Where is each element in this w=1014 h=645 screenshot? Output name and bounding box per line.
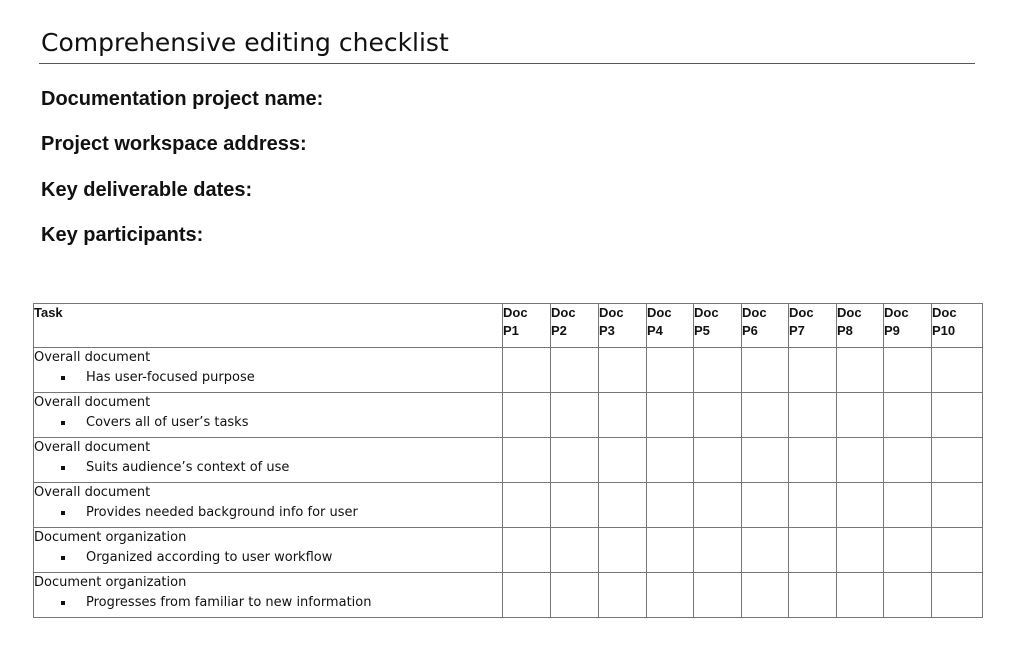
doc-column-header-p3: [599, 304, 647, 348]
project-name-label: Documentation project name:: [41, 88, 324, 110]
doc-header-line2: P8: [837, 323, 853, 338]
check-cell[interactable]: [742, 528, 789, 573]
page-title: Comprehensive editing checklist: [41, 28, 449, 57]
check-cell[interactable]: [551, 528, 599, 573]
doc-header-line2: P2: [551, 323, 567, 338]
doc-header-line1: Doc: [551, 305, 576, 320]
doc-header-line2: P9: [884, 323, 900, 338]
task-item-text: Covers all of user’s tasks: [86, 415, 249, 430]
check-cell[interactable]: [599, 438, 647, 483]
doc-header-line2: P10: [932, 323, 956, 338]
task-cell: [34, 483, 503, 528]
check-cell[interactable]: [884, 348, 932, 393]
table-row: [34, 528, 983, 573]
doc-header-line2: P7: [789, 323, 805, 338]
check-cell[interactable]: [694, 438, 742, 483]
check-cell[interactable]: [551, 573, 599, 618]
task-cell: [34, 393, 503, 438]
task-category: Overall document: [34, 485, 151, 500]
table-row: [34, 438, 983, 483]
check-cell[interactable]: [647, 573, 694, 618]
check-cell[interactable]: [599, 573, 647, 618]
check-cell[interactable]: [694, 393, 742, 438]
task-item-text: Has user-focused purpose: [86, 370, 255, 385]
doc-header-line1: Doc: [884, 305, 909, 320]
task-category: Overall document: [34, 350, 151, 365]
task-cell: [34, 348, 503, 393]
table-row: [34, 573, 983, 618]
check-cell[interactable]: [551, 348, 599, 393]
check-cell[interactable]: [742, 348, 789, 393]
task-item-text: Organized according to user workflow: [86, 550, 333, 565]
check-cell[interactable]: [599, 348, 647, 393]
check-cell[interactable]: [884, 438, 932, 483]
check-cell[interactable]: [694, 528, 742, 573]
table-row: [34, 393, 983, 438]
doc-header-line1: Doc: [789, 305, 814, 320]
task-item: [34, 413, 502, 433]
check-cell[interactable]: [647, 528, 694, 573]
task-cell: [34, 528, 503, 573]
check-cell[interactable]: [932, 528, 983, 573]
doc-column-header-p6: [742, 304, 789, 348]
task-cell: [34, 438, 503, 483]
check-cell[interactable]: [503, 348, 551, 393]
check-cell[interactable]: [884, 528, 932, 573]
doc-column-header-p9: [884, 304, 932, 348]
task-category: Overall document: [34, 440, 151, 455]
check-cell[interactable]: [789, 528, 837, 573]
check-cell[interactable]: [551, 483, 599, 528]
task-item: [34, 458, 502, 478]
bullet-icon: [61, 466, 65, 470]
doc-header-line1: Doc: [599, 305, 624, 320]
task-cell: [34, 573, 503, 618]
title-divider: [39, 63, 975, 64]
check-cell[interactable]: [789, 483, 837, 528]
doc-header-line1: Doc: [647, 305, 672, 320]
check-cell[interactable]: [932, 438, 983, 483]
table-row: [34, 483, 983, 528]
doc-column-header-p8: [837, 304, 884, 348]
check-cell[interactable]: [932, 573, 983, 618]
check-cell[interactable]: [837, 528, 884, 573]
check-cell[interactable]: [551, 393, 599, 438]
check-cell[interactable]: [647, 393, 694, 438]
check-cell[interactable]: [599, 483, 647, 528]
check-cell[interactable]: [647, 348, 694, 393]
doc-column-header-p4: [647, 304, 694, 348]
task-category: Overall document: [34, 395, 151, 410]
doc-column-header-p1: [503, 304, 551, 348]
bullet-icon: [61, 556, 65, 560]
header-row: [34, 304, 983, 348]
check-cell[interactable]: [647, 438, 694, 483]
check-cell[interactable]: [837, 573, 884, 618]
check-cell[interactable]: [932, 348, 983, 393]
doc-header-line1: Doc: [503, 305, 528, 320]
doc-column-header-p2: [551, 304, 599, 348]
check-cell[interactable]: [789, 438, 837, 483]
task-item-text: Suits audience’s context of use: [86, 460, 290, 475]
check-cell[interactable]: [789, 348, 837, 393]
bullet-icon: [61, 601, 65, 605]
check-cell[interactable]: [503, 438, 551, 483]
editing-checklist-table: [33, 303, 983, 618]
workspace-address-label: Project workspace address:: [41, 133, 307, 155]
task-item: [34, 593, 502, 613]
check-cell[interactable]: [551, 438, 599, 483]
check-cell[interactable]: [884, 393, 932, 438]
check-cell[interactable]: [837, 483, 884, 528]
doc-header-line2: P5: [694, 323, 710, 338]
bullet-icon: [61, 421, 65, 425]
check-cell[interactable]: [694, 573, 742, 618]
doc-column-header-p10: [932, 304, 983, 348]
check-cell[interactable]: [837, 438, 884, 483]
check-cell[interactable]: [742, 438, 789, 483]
doc-header-line1: Doc: [837, 305, 862, 320]
check-cell[interactable]: [742, 483, 789, 528]
check-cell[interactable]: [503, 528, 551, 573]
task-item-text: Progresses from familiar to new information: [86, 595, 372, 610]
check-cell[interactable]: [647, 483, 694, 528]
task-item: [34, 368, 502, 388]
doc-header-line1: Doc: [742, 305, 767, 320]
check-cell[interactable]: [742, 393, 789, 438]
task-item: [34, 548, 502, 568]
task-item-text: Provides needed background info for user: [86, 505, 358, 520]
doc-header-line1: Doc: [932, 305, 957, 320]
task-item: [34, 503, 502, 523]
check-cell[interactable]: [599, 528, 647, 573]
check-cell[interactable]: [932, 483, 983, 528]
check-cell[interactable]: [503, 483, 551, 528]
check-cell[interactable]: [932, 393, 983, 438]
doc-header-line2: P1: [503, 323, 519, 338]
check-cell[interactable]: [742, 573, 789, 618]
task-category: Document organization: [34, 530, 187, 545]
check-cell[interactable]: [837, 348, 884, 393]
check-cell[interactable]: [503, 573, 551, 618]
deliverable-dates-label: Key deliverable dates:: [41, 179, 253, 201]
check-cell[interactable]: [599, 393, 647, 438]
bullet-icon: [61, 376, 65, 380]
task-category: Document organization: [34, 575, 187, 590]
check-cell[interactable]: [789, 573, 837, 618]
table-row: [34, 348, 983, 393]
check-cell[interactable]: [837, 393, 884, 438]
check-cell[interactable]: [884, 573, 932, 618]
check-cell[interactable]: [884, 483, 932, 528]
doc-header-line2: P3: [599, 323, 615, 338]
check-cell[interactable]: [503, 393, 551, 438]
doc-column-header-p5: [694, 304, 742, 348]
doc-header-line2: P4: [647, 323, 663, 338]
doc-header-line1: Doc: [694, 305, 719, 320]
check-cell[interactable]: [789, 393, 837, 438]
doc-column-header-p7: [789, 304, 837, 348]
check-cell[interactable]: [694, 348, 742, 393]
check-cell[interactable]: [694, 483, 742, 528]
bullet-icon: [61, 511, 65, 515]
doc-header-line2: P6: [742, 323, 758, 338]
participants-label: Key participants:: [41, 224, 204, 246]
task-column-header: Task: [34, 304, 503, 348]
